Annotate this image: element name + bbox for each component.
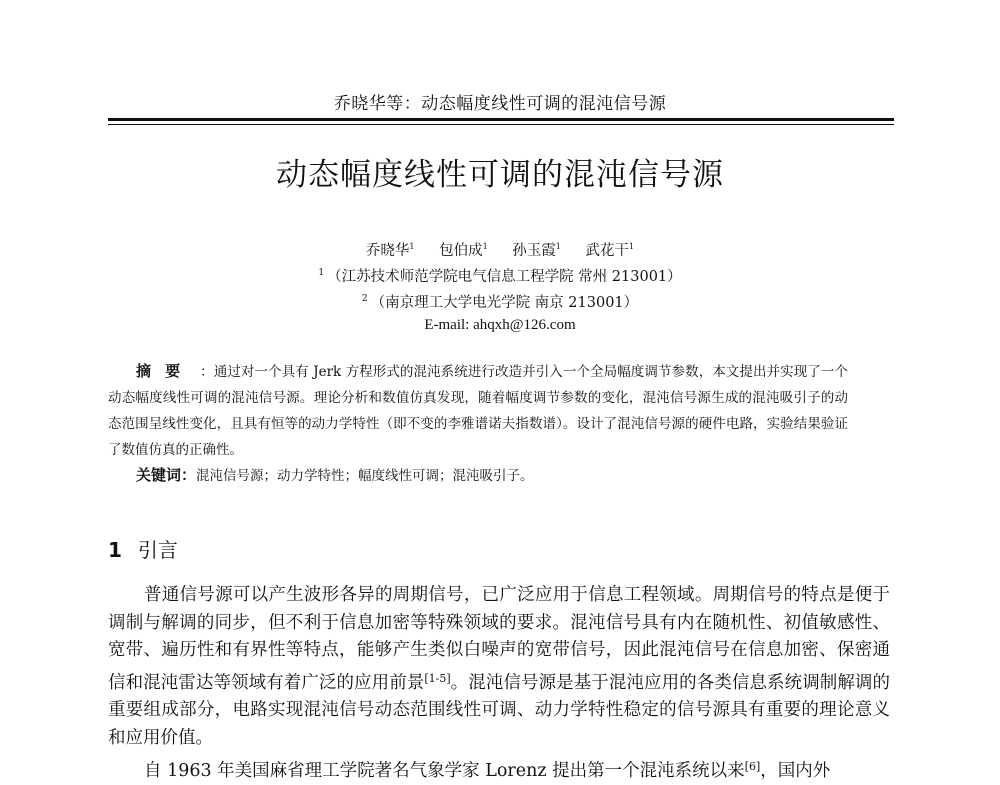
abstract-label: 摘要 <box>136 362 195 380</box>
keywords <box>136 462 534 489</box>
section-title: 引言 <box>137 538 178 562</box>
author: 包伯成$^1$ <box>439 242 488 259</box>
running-header: 乔晓华等：动态幅度线性可调的混沌信号源 <box>333 94 667 114</box>
header-rule-thin <box>108 124 894 125</box>
affiliation: $^2$ （南京理工大学电光学院 南京 213001） <box>361 294 639 311</box>
author-list <box>0 239 1000 260</box>
keywords-text: 混沌信号源；动力学特性；幅度线性可调；混沌吸引子。 <box>196 468 534 484</box>
paragraph: 普通信号源可以产生波形各异的周期信号，已广泛应用于信息工程领域。周期信号的特点是便于调制与解调的同步，但不利于信息加密等特殊领域的要求。混沌信号具有内在随机性、初值敏感性、宽带、遍历性和有界性等特点，能够产生类似白噪声的宽带信号，因此混沌信号在信息加密、保密通信和混沌雷达等领域有着广泛的应用前景[1-5]。混沌信号源是基于混沌应用的各类信息系统调制解调的重要组成部分，电路实现混沌信号动态范围线性可调、动力学特性稳定的信号源具有重要的理论意义和应用价值。 <box>108 585 891 748</box>
abstract: 摘要 ：通过对一个具有 Jerk 方程形式的混沌系统进行改造并引入一个全局幅度调节参数，本文提出并实现了一个动态幅度线性可调的混沌信号源。理论分析和数值仿真发现，随着幅度调节参数的变化，混沌信号源生成的混沌吸引子的动态范围呈线性变化，且具有恒等的动力学特性（即不变的李雅谱诺夫指数谱）。设计了混沌信号源的硬件电路，实验结果验证了数值仿真的正确性。 <box>108 362 848 458</box>
abstract-text: 通过对一个具有 Jerk 方程形式的混沌系统进行改造并引入一个全局幅度调节参数，本文提出并实现了一个动态幅度线性可调的混沌信号源。理论分析和数值仿真发现，随着幅度调节参数的变化，混沌信号源生成的混沌吸引子的动态范围呈线性变化，且具有恒等的动力学特性（即不变的李雅谱诺夫指数谱）。设计了混沌信号源的硬件电路，实验结果验证了数值仿真的正确性。 <box>108 364 848 458</box>
citation: [1-5] <box>424 671 451 685</box>
author: 武花干$^1$ <box>585 242 635 259</box>
paper-title: 动态幅度线性可调的混沌信号源 <box>276 157 724 193</box>
affiliation: $^1$ （江苏技术师范学院电气信息工程学院 常州 213001） <box>318 268 682 285</box>
section-heading <box>108 534 178 563</box>
author: 孙玉霞$^1$ <box>512 242 561 259</box>
keywords-label: 关键词： <box>136 466 197 484</box>
author-email: E-mail: ahqxh@126.com <box>424 317 576 333</box>
citation: [6] <box>744 759 761 773</box>
author: 乔晓华$^1$ <box>365 242 415 259</box>
section-number: 1 <box>108 538 122 562</box>
paragraph: 自 1963 年美国麻省理工学院著名气象学家 Lorenz 提出第一个混沌系统以来[6]，国内外 <box>144 759 831 781</box>
body-text <box>108 582 891 781</box>
header-rule <box>108 118 894 121</box>
